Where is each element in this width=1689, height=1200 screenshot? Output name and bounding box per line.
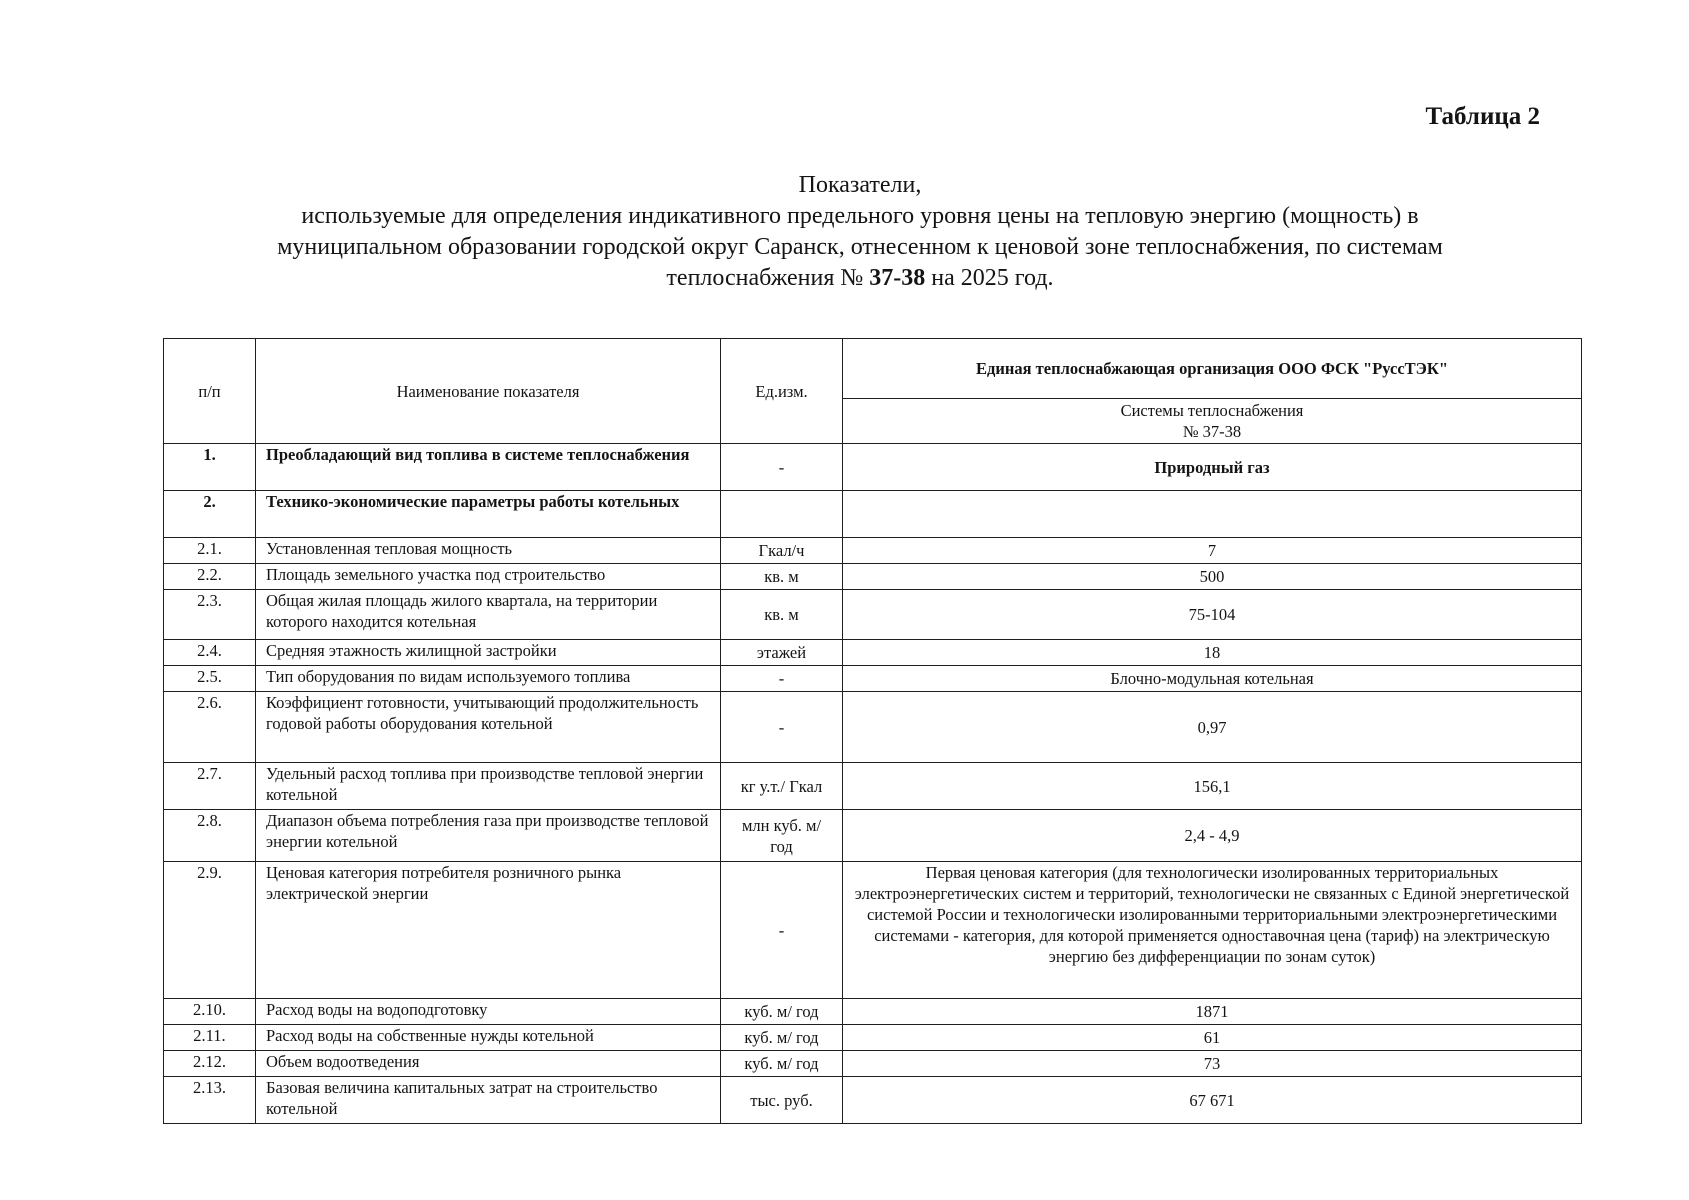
row-name: Базовая величина капитальных затрат на строительство котельной: [256, 1077, 721, 1124]
row-value: 2,4 - 4,9: [843, 810, 1582, 862]
row-unit: -: [721, 666, 843, 692]
row-num: 2.7.: [164, 763, 256, 810]
row-unit: кв. м: [721, 564, 843, 590]
row-unit: куб. м/ год: [721, 1025, 843, 1051]
row-unit: [721, 491, 843, 538]
document-title: [150, 170, 1570, 294]
table-row: [164, 444, 1582, 491]
indicators-table: [163, 338, 1582, 1124]
row-num: 2.5.: [164, 666, 256, 692]
row-unit: кв. м: [721, 590, 843, 640]
table-row: [164, 590, 1582, 640]
header-unit: Ед.изм.: [721, 339, 843, 444]
row-num: 2.3.: [164, 590, 256, 640]
row-unit: куб. м/ год: [721, 999, 843, 1025]
row-unit: млн куб. м/год: [721, 810, 843, 862]
row-value: 67 671: [843, 1077, 1582, 1124]
row-name: Расход воды на водоподготовку: [256, 999, 721, 1025]
row-value: 7: [843, 538, 1582, 564]
row-num: 2.: [164, 491, 256, 538]
header-systems: [843, 398, 1582, 443]
table-row: [164, 999, 1582, 1025]
row-value: 73: [843, 1051, 1582, 1077]
row-unit: кг у.т./ Гкал: [721, 763, 843, 810]
row-name: Объем водоотведения: [256, 1051, 721, 1077]
row-name: Средняя этажность жилищной застройки: [256, 640, 721, 666]
table-row: [164, 692, 1582, 763]
row-num: 2.13.: [164, 1077, 256, 1124]
row-value: 500: [843, 564, 1582, 590]
row-value: [843, 491, 1582, 538]
header-systems-line2: № 37-38: [1182, 421, 1242, 441]
row-name: Установленная тепловая мощность: [256, 538, 721, 564]
row-value: 61: [843, 1025, 1582, 1051]
title-line-4-suffix: на 2025 год.: [931, 265, 1054, 291]
row-name: Преобладающий вид топлива в системе теплоснабжения: [256, 444, 721, 491]
row-value: 0,97: [843, 692, 1582, 763]
row-value: 156,1: [843, 763, 1582, 810]
row-value: 18: [843, 640, 1582, 666]
table-label: Таблица 2: [1425, 103, 1540, 130]
table-row: [164, 1051, 1582, 1077]
row-name: Удельный расход топлива при производстве тепловой энергии котельной: [256, 763, 721, 810]
row-unit: тыс. руб.: [721, 1077, 843, 1124]
title-line-4-prefix: теплоснабжения №: [666, 265, 864, 291]
header-row: [164, 339, 1582, 399]
title-line-2: используемые для определения индикативного предельного уровня цены на тепловую энергию (мощность) в: [301, 203, 1419, 229]
row-value: 1871: [843, 999, 1582, 1025]
row-num: 2.1.: [164, 538, 256, 564]
row-name: Площадь земельного участка под строительство: [256, 564, 721, 590]
row-unit: -: [721, 692, 843, 763]
row-unit: куб. м/ год: [721, 1051, 843, 1077]
header-systems-line1: Системы теплоснабжения: [1120, 400, 1304, 420]
row-num: 2.8.: [164, 810, 256, 862]
row-unit: Гкал/ч: [721, 538, 843, 564]
row-num: 2.12.: [164, 1051, 256, 1077]
title-line-1: Показатели,: [798, 172, 922, 198]
table-row: [164, 810, 1582, 862]
row-num: 2.9.: [164, 862, 256, 999]
row-num: 2.6.: [164, 692, 256, 763]
row-name: Общая жилая площадь жилого квартала, на территории которого находится котельная: [256, 590, 721, 640]
header-org: Единая теплоснабжающая организация ООО ФСК "РуссТЭК": [843, 339, 1582, 399]
table-row: [164, 491, 1582, 538]
table-row: [164, 763, 1582, 810]
row-value: 75-104: [843, 590, 1582, 640]
table-row: [164, 640, 1582, 666]
row-unit: -: [721, 444, 843, 491]
row-name: Ценовая категория потребителя розничного рынка электрической энергии: [256, 862, 721, 999]
system-number: 37-38: [869, 265, 926, 291]
row-num: 1.: [164, 444, 256, 491]
row-value: Блочно-модульная котельная: [843, 666, 1582, 692]
row-num: 2.4.: [164, 640, 256, 666]
table-row: [164, 564, 1582, 590]
table-row: [164, 1077, 1582, 1124]
table-row: [164, 666, 1582, 692]
row-name: Тип оборудования по видам используемого топлива: [256, 666, 721, 692]
row-num: 2.11.: [164, 1025, 256, 1051]
row-name: Коэффициент готовности, учитывающий продолжительность годовой работы оборудования котельной: [256, 692, 721, 763]
table-row: [164, 862, 1582, 999]
row-name: Расход воды на собственные нужды котельной: [256, 1025, 721, 1051]
header-name: Наименование показателя: [256, 339, 721, 444]
row-value: Первая ценовая категория (для технологически изолированных территориальных электроэнергетических систем и территорий, технологически не связанных с Единой энергетической системой России и технологически изолированными территориальными электроэнергетическими системами - категория, для которой применяется одноставочная цена (тариф) на электрическую энергию без дифференциации по зонам суток): [843, 862, 1582, 999]
row-name: Технико-экономические параметры работы котельных: [256, 491, 721, 538]
title-line-3: муниципальном образовании городской округ Саранск, отнесенном к ценовой зоне теплоснабжения, по системам: [277, 234, 1443, 260]
row-unit: этажей: [721, 640, 843, 666]
row-unit: -: [721, 862, 843, 999]
row-num: 2.2.: [164, 564, 256, 590]
header-num: п/п: [164, 339, 256, 444]
table-row: [164, 538, 1582, 564]
title-line-4: [150, 263, 1570, 294]
row-value: Природный газ: [843, 444, 1582, 491]
row-name: Диапазон объема потребления газа при производстве тепловой энергии котельной: [256, 810, 721, 862]
table-row: [164, 1025, 1582, 1051]
row-num: 2.10.: [164, 999, 256, 1025]
